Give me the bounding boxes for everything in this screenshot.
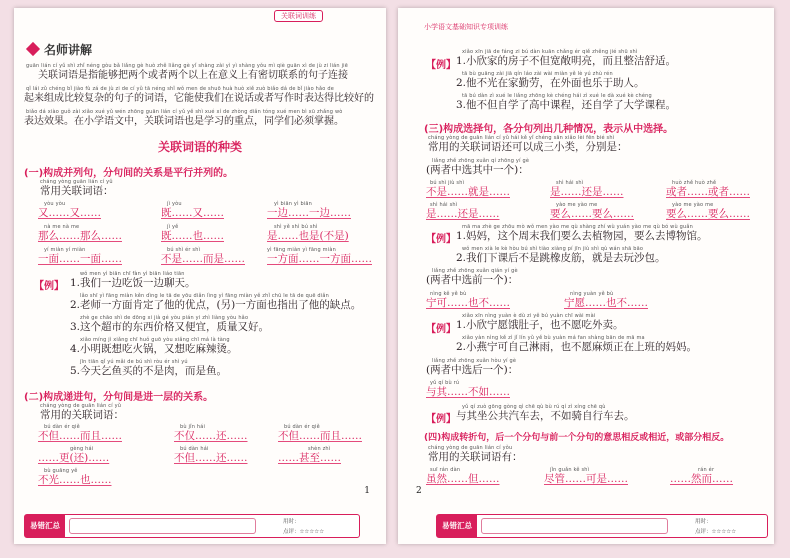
pinyin: yì biān yì biān <box>274 201 313 207</box>
intro-line-1: 关联词语是指能够把两个或者两个以上在意义上有密切联系的句子连接 <box>38 70 348 81</box>
example-sentence: 1.小欣家的房子不但宽敞明亮，而且整洁舒适。 <box>456 55 677 67</box>
sec1-title: (一)构成并列句，分句间的关系是平行并列的。 <box>24 168 234 179</box>
pinyin: yǔ qí zuò gōng gòng qì chē qù bù rú qí zì xíng chē qù <box>462 404 606 410</box>
conjunction-pair: 不仅……还…… <box>174 430 248 442</box>
pinyin: rán ér <box>698 467 715 473</box>
example-sentence: 1.小欣宁愿饿肚子，也不愿吃外卖。 <box>456 319 624 331</box>
pinyin: jīn tiān qǐ yú mǎi de bú shì ròu ér shì yú <box>80 359 188 365</box>
example-label: 【例】 <box>426 234 456 245</box>
sec2-label-pinyin: cháng yòng de guān lián cí yǔ <box>40 403 122 409</box>
pinyin: nìng yuàn yě bù <box>570 291 614 297</box>
pinyin: jì yòu <box>167 201 182 207</box>
pinyin: xiǎo míng jì xiǎng chī huǒ guō yòu xiǎng chī má là tàng <box>80 337 230 343</box>
pinyin: tā bù guāng zài jiā qín láo zài wài miàn yě lè yú zhù rén <box>462 71 613 77</box>
example-sentence: 3.他不但自学了高中课程，还自学了大学课程。 <box>456 99 677 111</box>
sec1-label: 常用关联词语： <box>40 185 114 197</box>
pinyin: yào me yào me <box>672 202 714 208</box>
example-label: 【例】 <box>426 414 456 425</box>
conjunction-pair: 尽管……可是…… <box>544 473 628 485</box>
pinyin: huò zhě huò zhě <box>672 180 717 186</box>
conjunction-pair: ……更(还)…… <box>38 452 110 464</box>
conjunction-pair: ……甚至…… <box>278 452 341 464</box>
conjunction-pair: 不是……就是…… <box>426 186 510 198</box>
pinyin: yòu yòu <box>44 201 66 207</box>
page-number: 1 <box>364 486 370 496</box>
conjunction-pair: ……然而…… <box>670 473 733 485</box>
pinyin: yǔ qí bù rú <box>430 380 460 386</box>
sec4-title: (四)构成转折句，后一个分句与前一个分句的意思相反或相近，或部分相反。 <box>424 433 730 443</box>
conjunction-pair: 不光……也…… <box>38 474 112 486</box>
conjunction-pair: 不但……还…… <box>174 452 248 464</box>
sec1-label-pinyin: cháng yòng guān lián cí yǔ <box>40 179 113 185</box>
pinyin: mā ma zhè ge zhōu mò wǒ men yào me qù shàng zhí wù yuán yào me qù bó wù guǎn <box>462 224 693 230</box>
pinyin: lǎo shī yì fāng miàn kěn dìng le tā de yōu diǎn lìng yì fāng miàn yě zhǐ chū le tā de quē diǎn <box>80 293 330 299</box>
example-sentence: 4.小明既想吃火锅，又想吃麻辣烫。 <box>70 343 238 355</box>
example-label: 【例】 <box>426 60 456 71</box>
sec3-sublabel-1: (两者中选其中一个)： <box>426 164 529 176</box>
sec3-sublabel-2: (两者中选前一个)： <box>426 274 519 286</box>
conjunction-pair: 要么……要么…… <box>550 208 634 220</box>
intro-pinyin-1: guān lián cí yǔ shì zhǐ néng gòu bǎ liǎng gè huò zhě liǎng gè yǐ shàng zài yì yì shàng yǒu mì qiè guān xì de jù zi lián jiē <box>26 63 349 69</box>
conjunction-pair: 是……也是(不是) <box>267 230 349 242</box>
error-summary-bar <box>436 514 768 538</box>
pinyin: nìng kě yě bù <box>430 291 467 297</box>
right-page <box>398 8 774 544</box>
intro-pinyin-2: qǐ lái zǔ chéng bǐ jiào fù zá de jù zi de cí yǔ tā néng shǐ wǒ men de shuō huà huò xiě zuò biǎo dá de bǐ jiào hǎo de <box>26 86 334 92</box>
example-sentence: 2.老师一方面肯定了他的优点，(另)一方面也指出了他的缺点。 <box>70 299 362 311</box>
error-summary-label: 易错汇总 <box>25 515 65 537</box>
pinyin: wǒ men xià le kè hòu bú shì tiào xiàng pí jīn jiù shì qù wán shā bāo <box>462 246 644 252</box>
conjunction-pair: 或者……或者…… <box>666 186 750 198</box>
time-used: 用时： <box>695 519 712 525</box>
pinyin: xiǎo yàn nìng kě zì jǐ lín yǔ yě bù yuàn má fan shàng bān de mā ma <box>462 335 645 341</box>
sec3-label-pinyin: cháng yòng de guān lián cí yǔ hái kě yǐ chéng sān xiǎo lèi fēn bié shì <box>428 135 615 141</box>
pinyin: xiǎo xīn nìng yuàn è dù zi yě bú yuàn chī wài mài <box>462 313 596 319</box>
pinyin: tā bú dàn zì xué le liǎng zhōng kè chéng hái zì xué le dà xué kè chéng <box>462 93 652 99</box>
pinyin: bú dàn ér qiě <box>284 424 320 430</box>
error-summary-box[interactable] <box>69 518 256 534</box>
example-sentence: 2.小燕宁可自己淋雨，也不愿麻烦正在上班的妈妈。 <box>456 341 698 353</box>
conjunction-pair: 那么……那么…… <box>38 230 122 242</box>
example-sentence: 3.这个超市的东西价格又便宜，质量又好。 <box>70 321 270 333</box>
sec4-label: 常用的关联词语有： <box>428 451 523 463</box>
sec3-label: 常用的关联词语还可以成三小类，分别是： <box>428 141 628 153</box>
sec3-sublabel-3: (两者中选后一个)： <box>426 364 519 376</box>
conjunction-pair: 要么……要么…… <box>666 208 750 220</box>
conjunction-pair: 与其……不如…… <box>426 386 510 398</box>
error-summary-box[interactable] <box>481 518 668 534</box>
conjunction-pair: 一面……一面…… <box>38 253 122 265</box>
sec3-title: (三)构成选择句，各分句列出几种情况，表示从中选择。 <box>424 124 674 135</box>
error-summary-bar <box>24 514 360 538</box>
pinyin: yì fāng miàn yì fāng miàn <box>267 247 336 253</box>
pinyin: suī rán dàn <box>430 467 461 473</box>
error-summary-label: 易错汇总 <box>437 515 477 537</box>
pinyin: yào me yào me <box>556 202 598 208</box>
conjunction-pair: 是……还是…… <box>426 208 500 220</box>
sec4-label-pinyin: cháng yòng de guān lián cí yǒu <box>428 445 513 451</box>
conjunction-pair: 宁可……也不…… <box>426 297 510 309</box>
pinyin: liǎng zhě zhōng xuǎn qián yí gè <box>432 268 518 274</box>
pinyin: liǎng zhě zhōng xuǎn hòu yí gè <box>432 358 517 364</box>
example-sentence: 1.妈妈，这个周末我们要么去植物园，要么去博物馆。 <box>456 230 708 242</box>
pinyin: yí miàn yí miàn <box>44 247 86 253</box>
pinyin: jǐn guǎn kě shì <box>550 467 590 473</box>
intro-line-2: 起来组成比较复杂的句子的词语，它能使我们在说话或者写作时表达得比较好的 <box>24 93 374 104</box>
conjunction-pair: 不但……而且…… <box>278 430 362 442</box>
pinyin: bù guāng yě <box>44 468 78 474</box>
pinyin: bú shì ér shì <box>167 247 201 253</box>
rating-stars: 点评：☆☆☆☆☆ <box>695 529 737 535</box>
conjunction-pair: 又……又…… <box>38 207 101 219</box>
pinyin: jì yě <box>167 224 179 230</box>
example-sentence: 2.他不光在家勤劳，在外面也乐于助人。 <box>456 77 645 89</box>
sec2-label: 常用的关联词语： <box>40 409 124 421</box>
conjunction-pair: 一方面……一方面…… <box>267 253 372 265</box>
conjunction-pair: 既……也…… <box>161 230 224 242</box>
pinyin: xiǎo xīn jiā de fáng zi bú dàn kuān chǎng ér qiě zhěng jié shū shì <box>462 49 638 55</box>
intro-pinyin-3: biǎo dá xiào guǒ zài xiǎo xué yǔ wén zhōng guān lián cí yǔ yě shì xué xí de zhòng diǎn tóng xué men bì xū zhǎng wò <box>26 109 343 115</box>
rating-stars: 点评：☆☆☆☆☆ <box>283 529 325 535</box>
conjunction-pair: 一边……一边…… <box>267 207 351 219</box>
pinyin: bú dàn hái <box>180 446 209 452</box>
conjunction-pair: 是……还是…… <box>550 186 624 198</box>
pinyin: bú dàn ér qiě <box>44 424 80 430</box>
pinyin: bú shì jiù shì <box>430 180 465 186</box>
heading-diamond-icon <box>26 42 40 56</box>
teacher-explanation-heading: 名师讲解 <box>44 43 93 57</box>
sec2-title: (二)构成递进句，分句间是进一层的关系。 <box>24 392 214 403</box>
pinyin: gèng hái <box>70 446 94 452</box>
example-sentence: 5.今天乞鱼买的不是肉，而是鱼。 <box>70 365 228 377</box>
example-sentence: 1.我们一边吃饭一边聊天。 <box>70 277 196 289</box>
conjunction-pair: 不是……而是…… <box>161 253 245 265</box>
example-sentence: 与其坐公共汽车去，不如骑自行车去。 <box>456 410 635 422</box>
pinyin: shèn zhì <box>308 446 331 452</box>
pinyin: shì hái shì <box>556 180 584 186</box>
page-number: 2 <box>416 486 422 496</box>
pinyin: wǒ men yì biān chī fàn yì biān liáo tiān <box>80 271 185 277</box>
section-tab: 关联词训练 <box>274 10 323 22</box>
example-label: 【例】 <box>34 281 64 292</box>
pinyin: shì hái shì <box>430 202 458 208</box>
pinyin: liǎng zhě zhōng xuǎn qí zhōng yí gè <box>432 158 530 164</box>
pinyin: zhè ge chāo shì de dōng xi jià gé yòu pián yi zhì liàng yòu hǎo <box>80 315 249 321</box>
left-page <box>14 8 386 544</box>
conjunction-pair: 既……又…… <box>161 207 224 219</box>
pinyin: shì yě shì bú shì <box>274 224 318 230</box>
intro-line-3: 表达效果。在小学语文中，关联词语也是学习的重点，同学们必须掌握。 <box>24 116 344 127</box>
example-label: 【例】 <box>426 324 456 335</box>
conjunction-pair: 虽然……但…… <box>426 473 500 485</box>
page-header: 小学语文基础知识专项训练 <box>424 23 508 31</box>
conjunction-pair: 宁愿……也不…… <box>564 297 648 309</box>
pinyin: bù jǐn hái <box>180 424 206 430</box>
time-used: 用时： <box>283 519 300 525</box>
pinyin: nà me nà me <box>44 224 80 230</box>
conjunction-pair: 不但……而且…… <box>38 430 122 442</box>
example-sentence: 2.我们下课后不是跳橡皮筋，就是去玩沙包。 <box>456 252 666 264</box>
subtitle-types: 关联词语的种类 <box>157 140 242 154</box>
